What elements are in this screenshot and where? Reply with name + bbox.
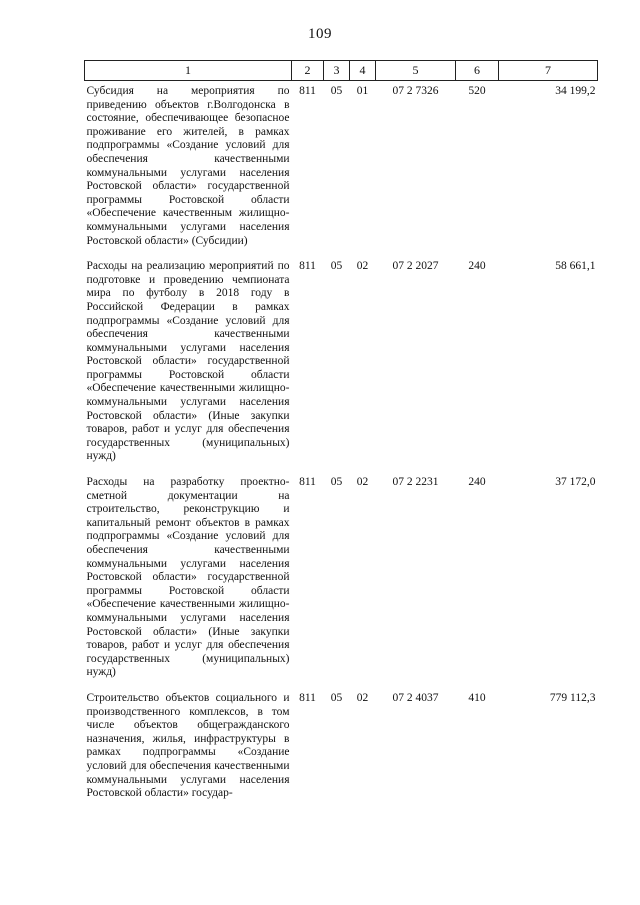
row-code-4: 01 bbox=[356, 85, 369, 97]
row-code-6: 410 bbox=[468, 691, 486, 704]
row-code-5: 07 2 4037 bbox=[392, 691, 439, 704]
row-code-2: 811 bbox=[299, 691, 316, 704]
row-amount: 37 172,0 bbox=[555, 476, 596, 489]
column-header-3: 3 bbox=[324, 61, 350, 81]
column-header-2: 2 bbox=[292, 61, 324, 81]
row-code-3: 05 bbox=[330, 476, 343, 489]
row-description: Расходы на разработку проектно-сметной документации на строительство, реконструкцию и капитальный ремонт объектов в рамках подпрограммы «Создание условий для обеспечения качественными коммунальными услугами населения Ростовской области» государственной программы Ростовской области «Обеспечение качественными жилищно-коммунальными услугами населения Ростовской области» (Иные закупки товаров, работ и услуг для обеспечения государственных (муниципальных) нужд) bbox=[86, 476, 290, 679]
row-code-3: 05 bbox=[330, 260, 343, 273]
row-code-6: 520 bbox=[468, 85, 486, 97]
row-code-6: 240 bbox=[468, 476, 486, 489]
row-amount: 34 199,2 bbox=[555, 85, 596, 97]
row-code-6: 240 bbox=[468, 260, 486, 273]
row-description: Субсидия на мероприятия по приведению объектов г.Волгодонска в состояние, обеспечивающее безопасное проживание его жителей, в рамках подпрограммы «Создание условий для обеспечения качественными коммунальными услугами населения Ростовской области» государственной программы Ростовской области «Обеспечение качественным жилищно-коммунальными услугами населения Ростовской области» (Субсидии) bbox=[86, 85, 290, 247]
column-header-5: 5 bbox=[376, 61, 456, 81]
row-description: Расходы на реализацию мероприятий по подготовке и проведению чемпионата мира по футболу в 2018 году в Российской Федерации в рамках подпрограммы «Создание условий для обеспечения качественными коммунальными услугами населения Ростовской области» государственной программы Ростовской области «Обеспечение качественными жилищно-коммунальными услугами населения Ростовской области» (Иные закупки товаров, работ и услуг для обеспечения государственных (муниципальных) нужд) bbox=[86, 260, 290, 463]
row-code-2: 811 bbox=[299, 476, 316, 489]
row-code-5: 07 2 2231 bbox=[392, 476, 439, 489]
row-amount: 779 112,3 bbox=[549, 691, 596, 704]
row-code-4: 02 bbox=[356, 476, 369, 489]
row-description: Строительство объектов социального и производственного комплексов, в том числе объектов общегражданского назначения, жилья, инфраструктуры в рамках подпрограммы «Создание условий для обеспечения качественными коммунальными услугами населения Ростовской области» государ- bbox=[86, 691, 290, 800]
row-code-5: 07 2 7326 bbox=[392, 85, 439, 97]
row-code-2: 811 bbox=[299, 85, 316, 97]
row-code-4: 02 bbox=[356, 260, 369, 273]
table-row bbox=[85, 256, 598, 472]
row-code-3: 05 bbox=[330, 85, 343, 97]
row-code-4: 02 bbox=[356, 691, 369, 704]
table-header-row bbox=[85, 61, 598, 81]
row-amount: 58 661,1 bbox=[555, 260, 596, 273]
budget-table bbox=[84, 60, 598, 809]
row-code-2: 811 bbox=[299, 260, 316, 273]
page-number: 109 bbox=[308, 26, 332, 42]
table-row bbox=[85, 472, 598, 688]
column-header-7: 7 bbox=[499, 61, 598, 81]
row-code-5: 07 2 2027 bbox=[392, 260, 439, 273]
table-row bbox=[85, 81, 598, 257]
column-header-6: 6 bbox=[456, 61, 499, 81]
table-row bbox=[85, 688, 598, 809]
row-code-3: 05 bbox=[330, 691, 343, 704]
column-header-1: 1 bbox=[85, 61, 292, 81]
column-header-4: 4 bbox=[350, 61, 376, 81]
